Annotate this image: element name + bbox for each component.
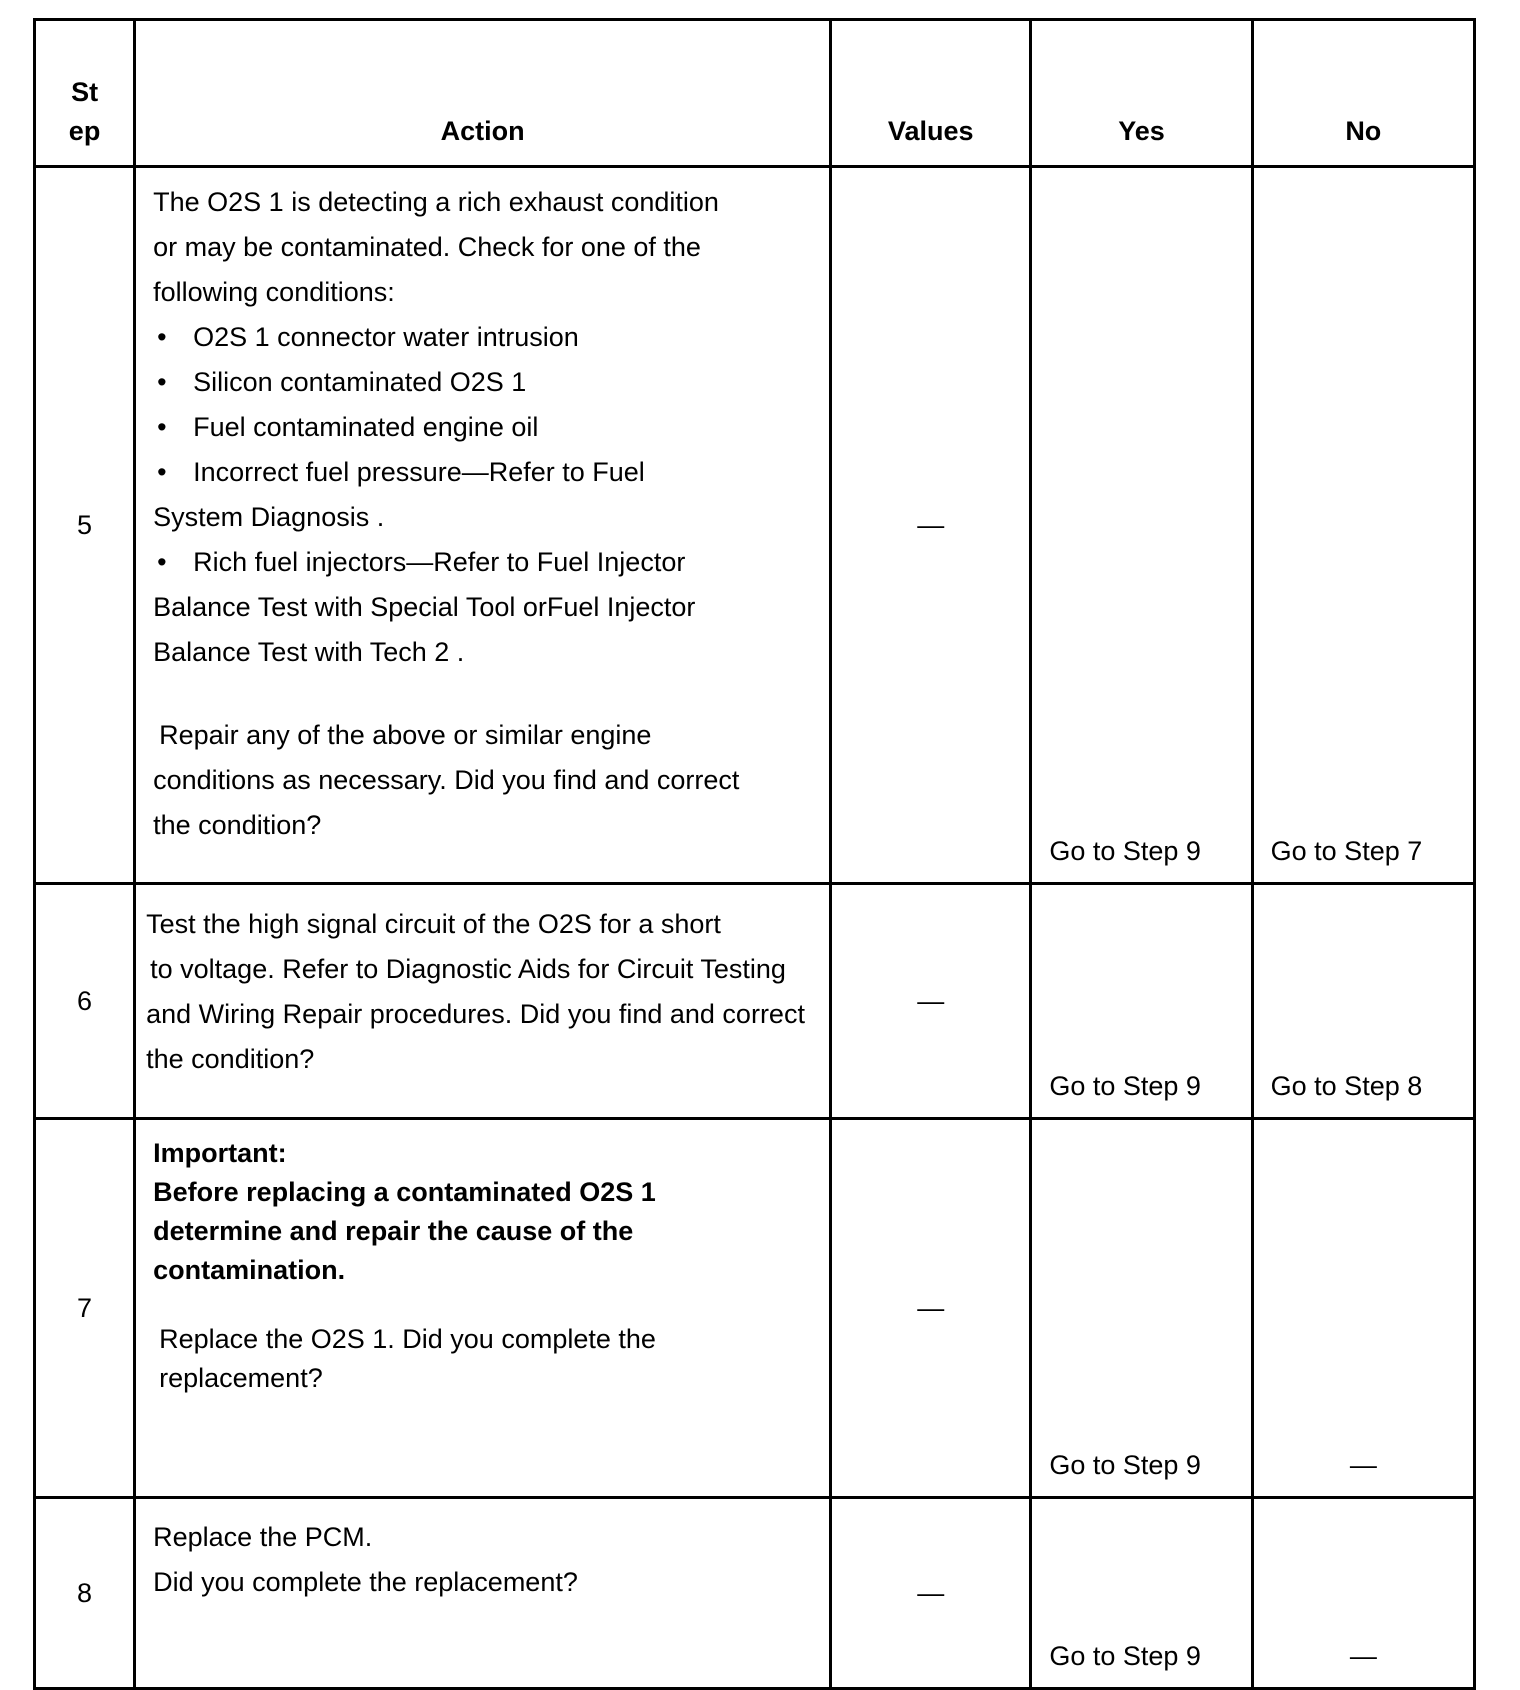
table-row xyxy=(35,167,1475,884)
bullet-continuation: Balance Test with Tech 2 . xyxy=(153,637,465,667)
bullet-glyph: • xyxy=(157,412,167,442)
table-row xyxy=(35,1119,1475,1498)
action-line: Did you complete the replacement? xyxy=(153,1567,578,1597)
bullet-text: Incorrect fuel pressure—Refer to Fuel xyxy=(193,457,645,487)
table-row xyxy=(35,1498,1475,1689)
step-number: 5 xyxy=(35,167,135,884)
action-line: replacement? xyxy=(159,1363,323,1393)
important-line: contamination. xyxy=(153,1255,346,1285)
important-label: Important: xyxy=(153,1138,287,1168)
bullet-item xyxy=(153,315,813,360)
header-step-line2: ep xyxy=(68,116,101,146)
action-cell xyxy=(135,884,831,1119)
action-line: the condition? xyxy=(153,810,322,840)
values-cell: — xyxy=(831,1498,1031,1689)
bullet-item xyxy=(153,405,813,450)
header-action: Action xyxy=(135,20,831,167)
important-line: determine and repair the cause of the xyxy=(153,1216,634,1246)
bullet-continuation: System Diagnosis . xyxy=(153,502,385,532)
no-cell: — xyxy=(1252,1119,1474,1498)
step-number: 8 xyxy=(35,1498,135,1689)
bullet-text: Rich fuel injectors—Refer to Fuel Injector xyxy=(193,547,686,577)
bullet-glyph: • xyxy=(157,367,167,397)
header-values: Values xyxy=(831,20,1031,167)
values-cell: — xyxy=(831,1119,1031,1498)
bullet-glyph: • xyxy=(157,322,167,352)
action-cell xyxy=(135,167,831,884)
yes-cell: Go to Step 9 xyxy=(1031,1119,1252,1498)
action-line: following conditions: xyxy=(153,277,395,307)
spacer xyxy=(153,675,813,713)
action-cell xyxy=(135,1119,831,1498)
table-row xyxy=(35,884,1475,1119)
yes-cell: Go to Step 9 xyxy=(1031,884,1252,1119)
bullet-item xyxy=(153,540,813,585)
values-cell: — xyxy=(831,167,1031,884)
important-line: Before replacing a contaminated O2S 1 xyxy=(153,1177,656,1207)
action-line: or may be contaminated. Check for one of the xyxy=(153,232,701,262)
action-line: to voltage. Refer to Diagnostic Aids for Circuit Testing xyxy=(150,954,786,984)
values-cell: — xyxy=(831,884,1031,1119)
bullet-continuation: Balance Test with Special Tool orFuel Injector xyxy=(153,592,696,622)
spacer xyxy=(153,1290,813,1320)
step-number: 7 xyxy=(35,1119,135,1498)
bullet-item xyxy=(153,450,813,495)
bullet-text: Silicon contaminated O2S 1 xyxy=(193,367,527,397)
diagnostic-table xyxy=(33,18,1476,1690)
bullet-text: O2S 1 connector water intrusion xyxy=(193,322,579,352)
header-yes: Yes xyxy=(1031,20,1252,167)
header-step xyxy=(35,20,135,167)
action-line: The O2S 1 is detecting a rich exhaust condition xyxy=(153,187,719,217)
action-line: Test the high signal circuit of the O2S for a short xyxy=(146,909,721,939)
action-line: and Wiring Repair procedures. Did you find and correct xyxy=(146,999,805,1029)
header-row xyxy=(35,20,1475,167)
step-number: 6 xyxy=(35,884,135,1119)
yes-cell: Go to Step 9 xyxy=(1031,1498,1252,1689)
bullet-text: Fuel contaminated engine oil xyxy=(193,412,539,442)
no-cell: — xyxy=(1252,1498,1474,1689)
action-line: Replace the PCM. xyxy=(153,1522,373,1552)
no-cell: Go to Step 7 xyxy=(1252,167,1474,884)
bullet-glyph: • xyxy=(157,547,167,577)
no-cell: Go to Step 8 xyxy=(1252,884,1474,1119)
header-no: No xyxy=(1252,20,1474,167)
bullet-glyph: • xyxy=(157,457,167,487)
header-step-line1: St xyxy=(71,77,99,107)
action-line: conditions as necessary. Did you find and correct xyxy=(153,765,740,795)
action-line: Repair any of the above or similar engine xyxy=(159,720,652,750)
bullet-item xyxy=(153,360,813,405)
action-line: the condition? xyxy=(146,1044,315,1074)
yes-cell: Go to Step 9 xyxy=(1031,167,1252,884)
action-line: Replace the O2S 1. Did you complete the xyxy=(159,1324,656,1354)
action-cell xyxy=(135,1498,831,1689)
